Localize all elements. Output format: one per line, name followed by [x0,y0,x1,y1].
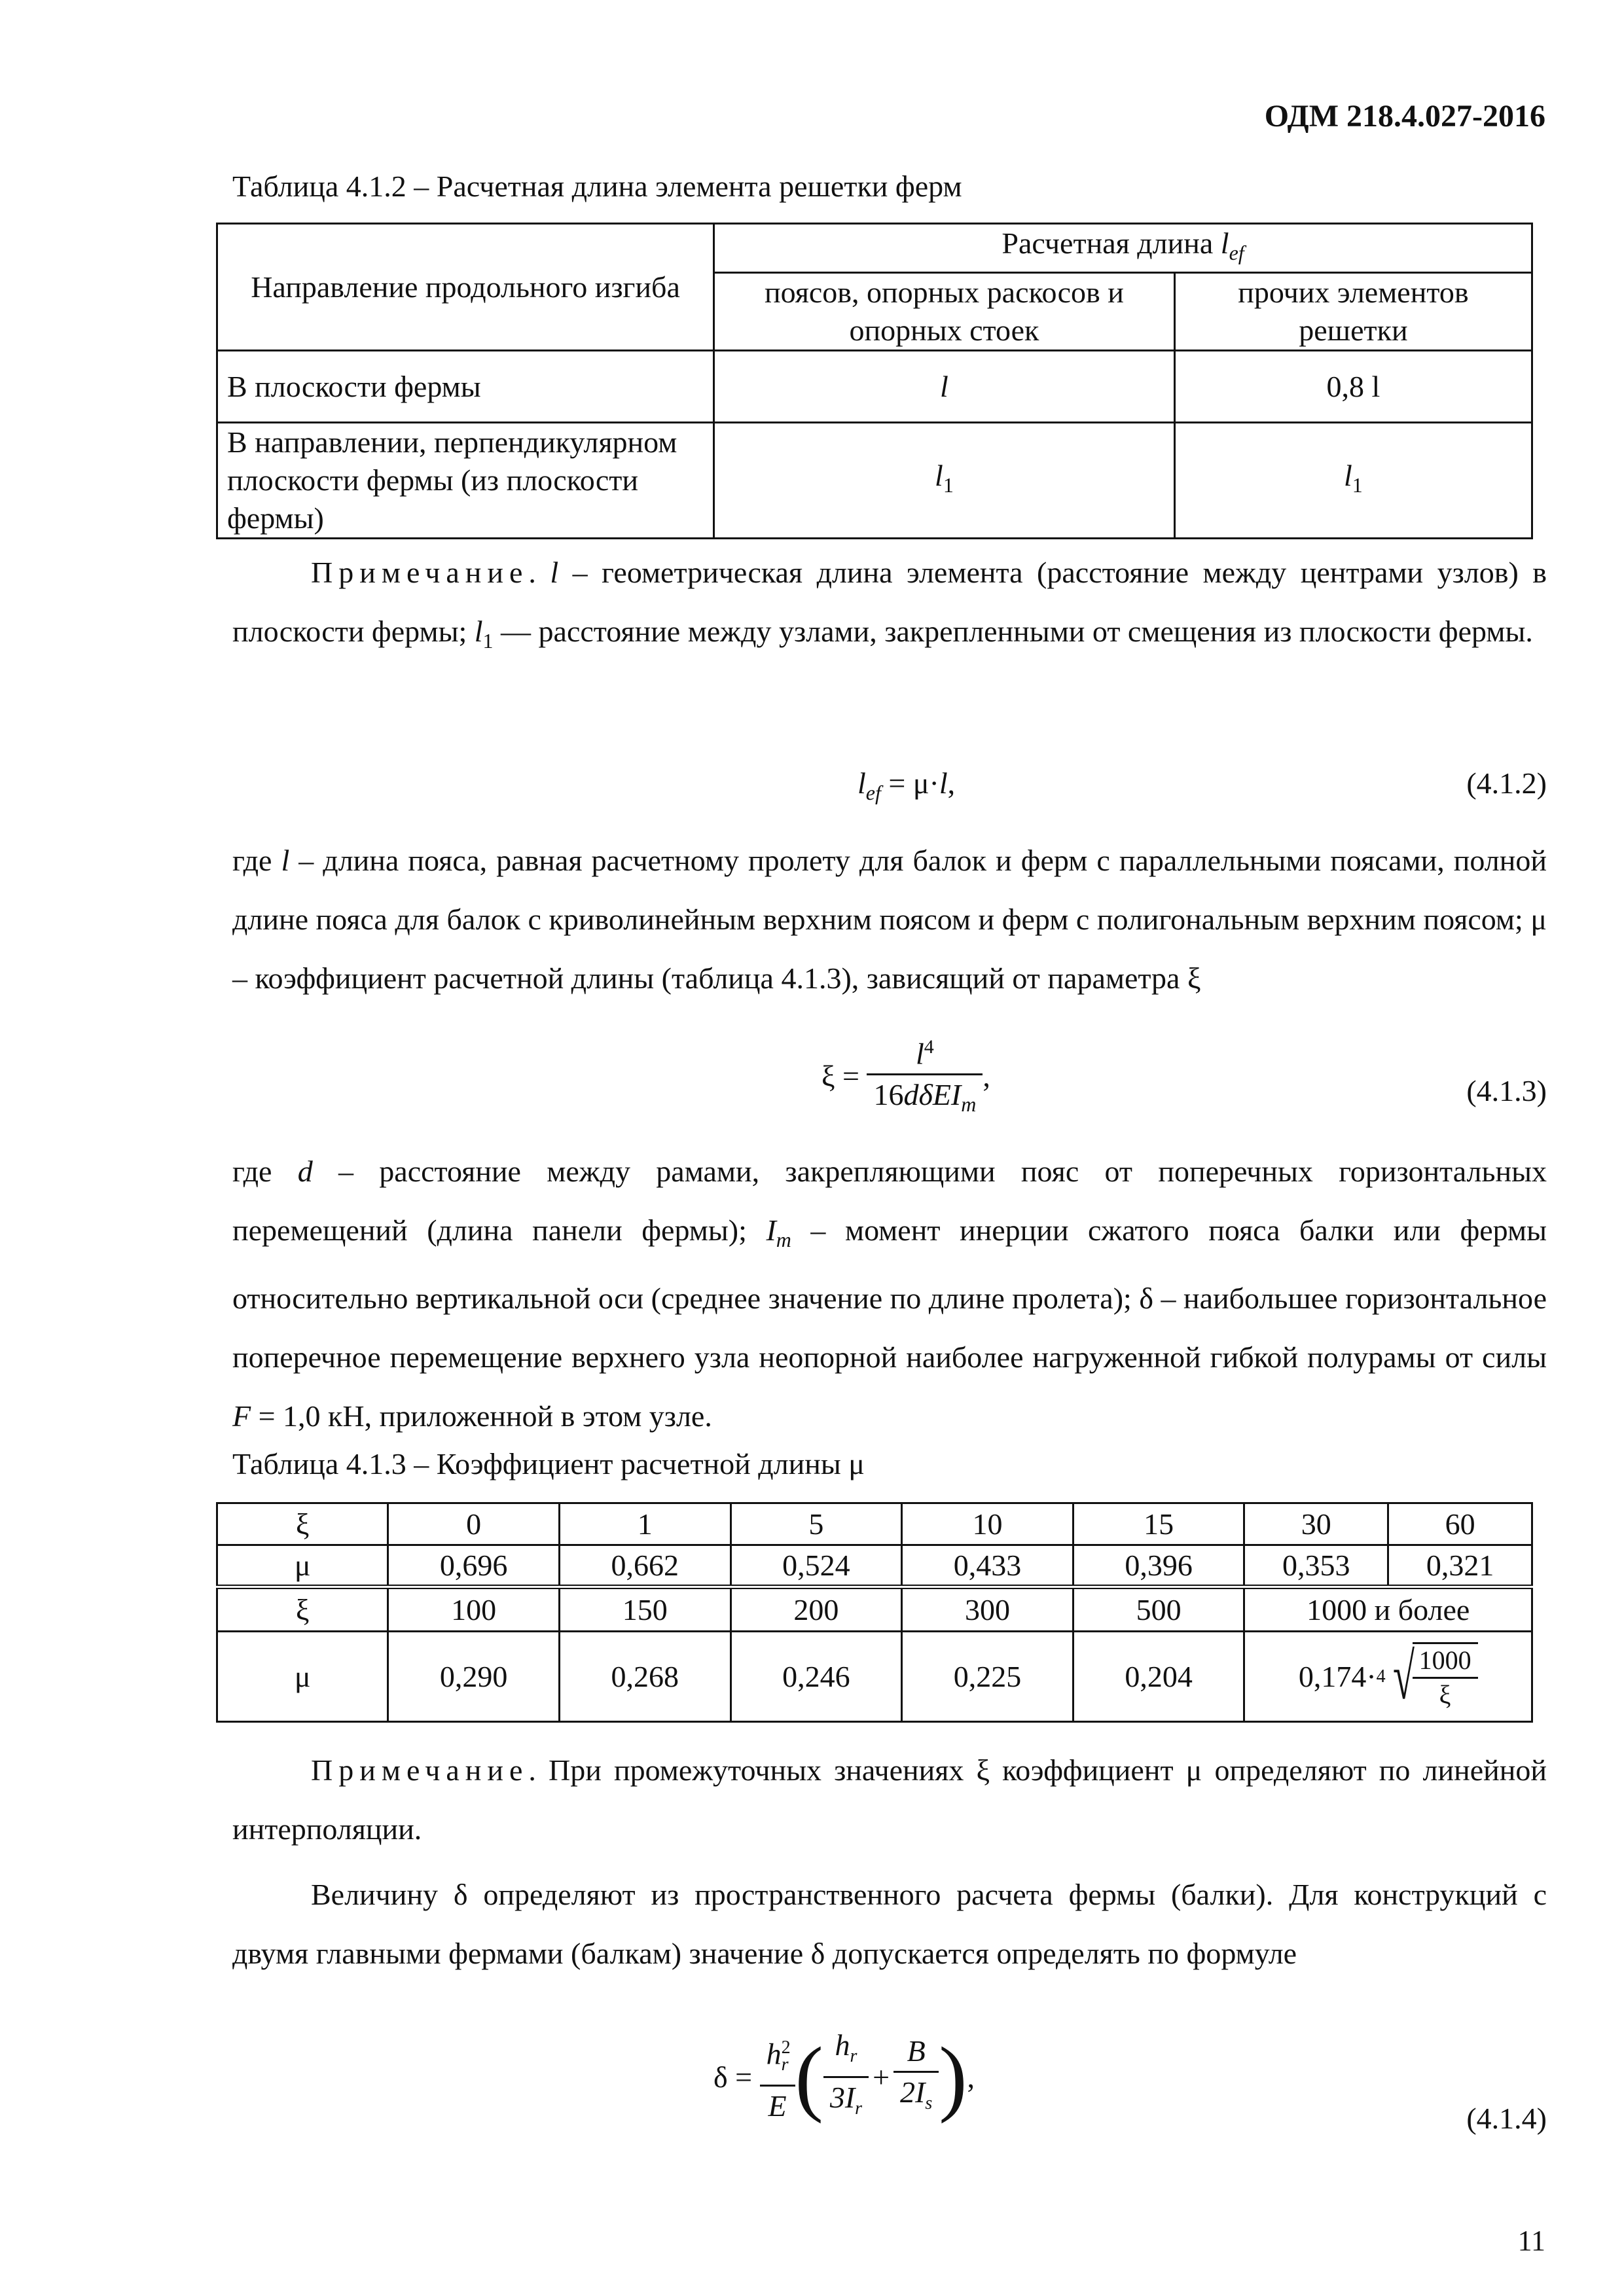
table-row [217,1632,1532,1722]
table-row [217,1587,1532,1632]
paragraph-delta: Величину δ определяют из пространственного расчета фермы (балки). Для конструкций с двумя главными фермами (балкам) значение δ допускается определять по формуле [232,1878,1547,1970]
cell-value: l [714,351,1175,423]
cell: 0,290 [388,1632,560,1722]
table-row [217,423,1532,539]
equation-4-1-4: δ = $\frac{h^2_r}{E}$ ( $\frac{h_r}{3I_r}$ + $\frac{B}{2I_s}$ ), [713,2026,975,2128]
table-caption-4-1-2: Таблица 4.1.2 – Расчетная длина элемента решетки ферм [232,170,962,203]
cell: 1 [559,1503,731,1545]
fraction: $\frac{h_r}{3I_r}$ [823,2026,869,2128]
row-header-xi: ξ [217,1503,388,1545]
cell: 1000 и более [1244,1587,1532,1632]
row-header-mu: μ [217,1545,388,1587]
paragraph-chord-length: где l – длина пояса, равная расчетному пролету для балок и ферм с параллельными поясами, полной длине пояса для балок с криволинейным верхним поясом и ферм с полигональным верхним поясом; μ – коэффициент расчетной длины (таблица 4.1.3), зависящий от параметра ξ [232,844,1547,995]
cell-value: $l_1$ [1174,423,1532,539]
row-label: В плоскости фермы [217,351,714,423]
cell: 150 [559,1587,731,1632]
cell-value: $l_1$ [714,423,1175,539]
cell-value: 0,8 l [1174,351,1532,423]
cell: 200 [731,1587,902,1632]
cell: 5 [731,1503,902,1545]
row-header-xi: ξ [217,1587,388,1632]
root-fraction: $\frac{1000}{\xi}$ [1413,1642,1478,1712]
table-row [217,351,1532,423]
cell: 0 [388,1503,560,1545]
row-header-mu: μ [217,1632,388,1722]
cell: 0,204 [1073,1632,1244,1722]
row-label: В направлении, перпендикулярном плоскости фермы (из плоскости фермы) [217,423,714,539]
header-other-elements: прочих элементов решетки [1174,273,1532,351]
document-code: ОДМ 218.4.027-2016 [1264,99,1545,134]
header-chords-supports: поясов, опорных раскосов и опорных стоек [714,273,1175,351]
cell: 100 [388,1587,560,1632]
cell: 0,696 [388,1545,560,1587]
page-number: 11 [1517,2225,1545,2257]
table-caption-4-1-3: Таблица 4.1.3 – Коэффициент расчетной длины μ [232,1447,865,1480]
cell: 0,268 [559,1632,731,1722]
cell: 0,433 [902,1545,1074,1587]
equation-4-1-2: $l_{ef} = \mu\cdot l$, [857,766,956,805]
cell: 60 [1388,1503,1532,1545]
cell-root-formula: 0,174·4 √ $\frac{1000}{\xi}$ [1244,1632,1532,1722]
fraction: $\frac{B}{2I_s}$ [893,2032,939,2123]
cell: 0,246 [731,1632,902,1722]
fraction: $\frac{l^4}{16d\delta EI_m}$ [867,1028,983,1124]
fraction: $\frac{h^2_r}{E}$ [760,2028,795,2126]
header-effective-length: Расчетная длина $l_{ef}$ [714,224,1532,273]
table-row [217,1545,1532,1587]
cell: 0,353 [1244,1545,1388,1587]
cell: 0,662 [559,1545,731,1587]
note-1: Примечание. l – геометрическая длина элемента (расстояние между центрами узлов) в плоскости фермы; $l_1$ — расстояние между узлами, закрепленными от смещения из плоскости фермы. [232,556,1547,653]
table-length-coefficient [216,1502,1533,1723]
cell: 0,225 [902,1632,1074,1722]
paragraph-definitions: где d – расстояние между рамами, закрепляющими пояс от поперечных горизонтальных перемещений (длина панели фермы); $I_m$ – момент инерции сжатого пояса балки или фермы относительно вертикальной оси (среднее значение по длине пролета); δ – наибольшее горизонтальное поперечное перемещение верхнего узла неопорной наиболее нагруженной гибкой полурамы от силы F = 1,0 кН, приложенной в этом узле. [232,1155,1547,1433]
cell: 30 [1244,1503,1388,1545]
equation-4-1-3: ξ = $\frac{l^4}{16d\delta EI_m}$ , [821,1028,990,1124]
cell: 0,321 [1388,1545,1532,1587]
note-2: Примечание. При промежуточных значениях ξ коэффициент μ определяют по линейной интерполяции. [232,1753,1547,1846]
cell: 300 [902,1587,1074,1632]
cell: 0,524 [731,1545,902,1587]
cell: 10 [902,1503,1074,1545]
equation-number: (4.1.2) [1466,766,1547,800]
equation-number: (4.1.4) [1466,2102,1547,2135]
cell: 0,396 [1073,1545,1244,1587]
table-effective-length [216,223,1533,539]
cell: 500 [1073,1587,1244,1632]
equation-number: (4.1.3) [1466,1074,1547,1107]
table-row [217,1503,1532,1545]
header-buckling-direction: Направление продольного изгиба [217,224,714,351]
cell: 15 [1073,1503,1244,1545]
